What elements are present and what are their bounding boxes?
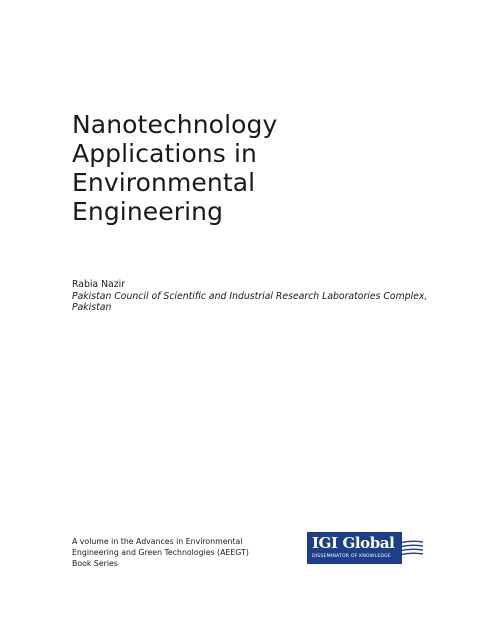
book-title-line-2: Applications in	[72, 139, 257, 168]
author-block	[72, 279, 452, 314]
author-name: Rabia Nazir	[72, 279, 126, 290]
series-note	[72, 536, 292, 570]
author-affiliation-line-1: Pakistan Council of Scientific and Industrial Research Laboratories Complex,	[72, 290, 428, 302]
publisher-logo-box	[307, 532, 402, 564]
book-title	[72, 110, 432, 226]
publisher-tagline: DISSEMINATOR OF KNOWLEDGE	[312, 554, 392, 559]
series-note-line-2: Engineering and Green Technologies (AEEGT)	[72, 548, 249, 558]
book-title-line-1: Nanotechnology	[72, 110, 278, 139]
swoosh-lines-icon	[399, 538, 423, 560]
book-title-line-4: Engineering	[72, 197, 224, 226]
series-note-line-3: Book Series	[72, 559, 118, 569]
publisher-logo-text: IGI Global	[312, 534, 395, 552]
series-note-line-1: A volume in the Advances in Environmental	[72, 537, 243, 546]
author-affiliation-line-2: Pakistan	[72, 302, 112, 313]
book-title-line-3: Environmental	[72, 168, 256, 197]
publisher-logo	[307, 532, 423, 564]
